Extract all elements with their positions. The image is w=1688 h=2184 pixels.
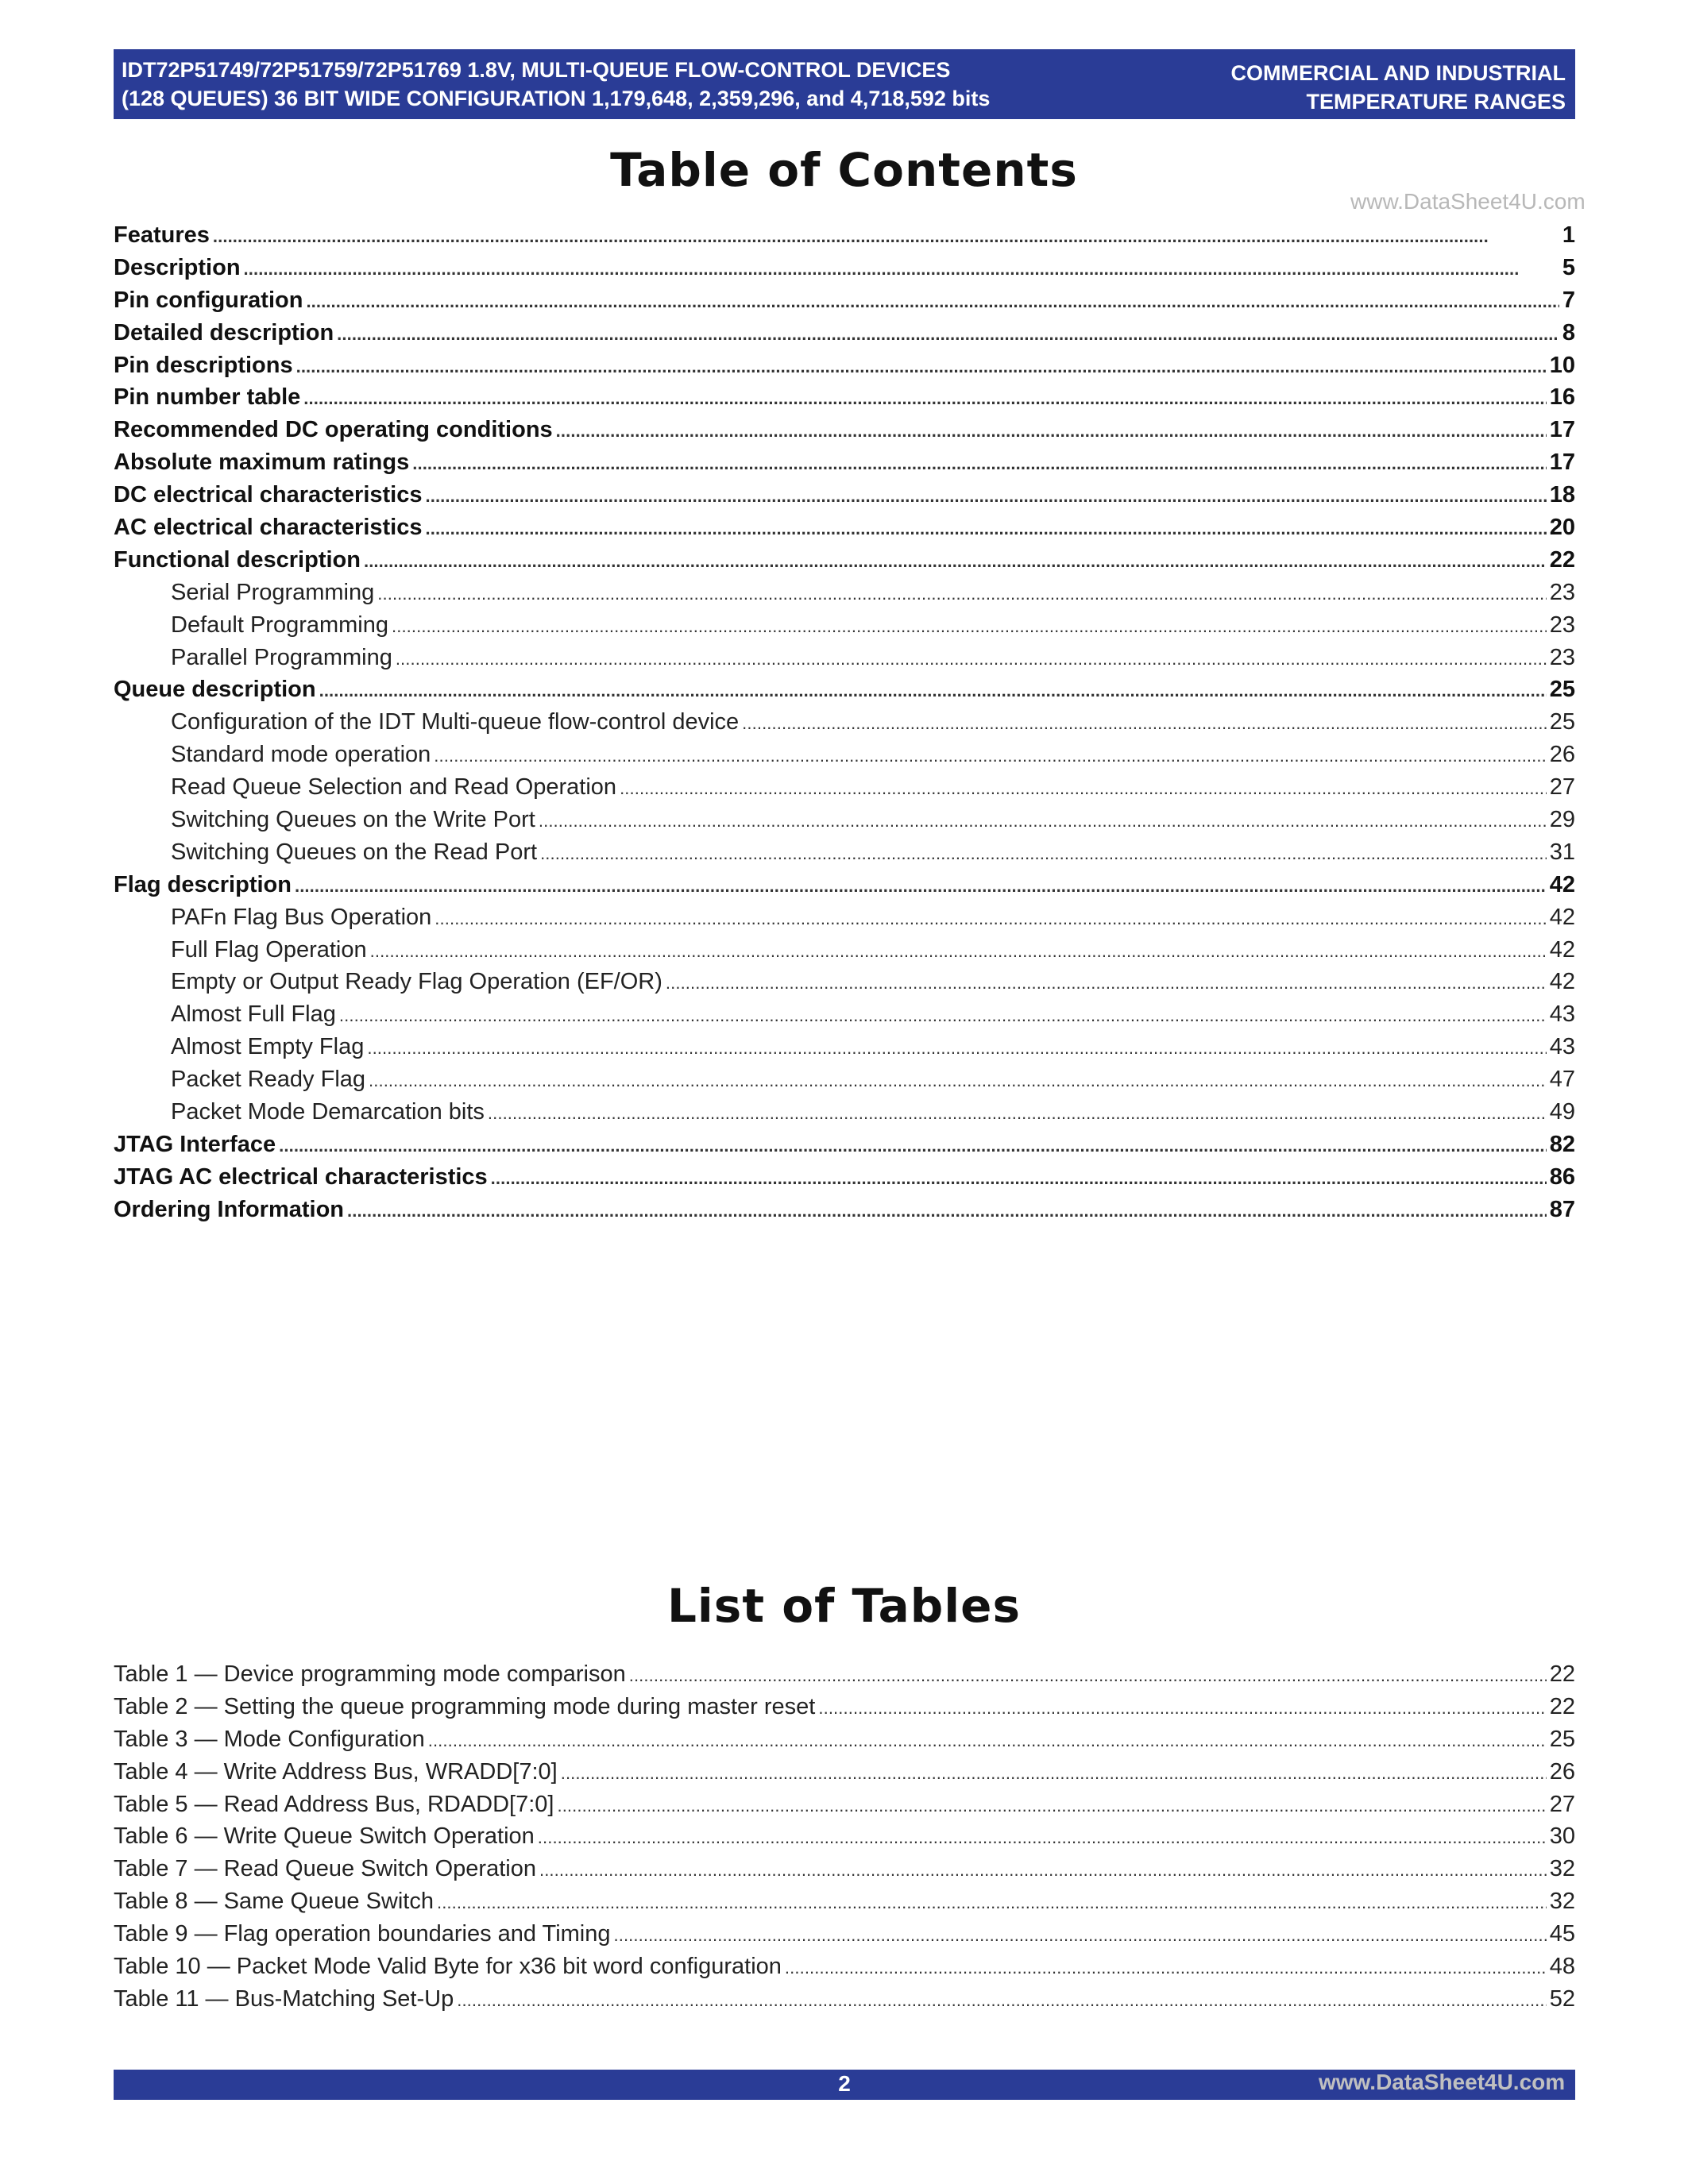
toc-entry[interactable] — [114, 287, 1575, 320]
entry-page-number: 27 — [1549, 774, 1575, 801]
entry-label: Queue description — [114, 677, 316, 703]
toc-entry[interactable] — [114, 450, 1575, 482]
entry-page-number: 26 — [1549, 1758, 1575, 1785]
entry-page-number: 29 — [1549, 807, 1575, 833]
entry-page-number: 27 — [1549, 1791, 1575, 1817]
entry-label: Switching Queues on the Write Port — [171, 807, 535, 833]
toc-entry[interactable] — [114, 1164, 1575, 1197]
toc-list — [114, 222, 1575, 1229]
table-entry[interactable] — [114, 1986, 1575, 2019]
dot-leader — [369, 1067, 1547, 1093]
header-bar — [114, 49, 1575, 119]
entry-page-number: 22 — [1549, 1661, 1575, 1687]
dot-leader — [377, 580, 1546, 606]
entry-label: Read Queue Selection and Read Operation — [171, 774, 617, 801]
table-entry[interactable] — [114, 1759, 1575, 1792]
entry-page-number: 10 — [1549, 352, 1575, 378]
table-entry[interactable] — [114, 1954, 1575, 1986]
entry-label: JTAG Interface — [114, 1131, 276, 1157]
entry-label: Full Flag Operation — [171, 936, 367, 963]
page-number: 2 — [838, 2071, 851, 2096]
toc-entry[interactable] — [114, 320, 1575, 353]
toc-subentry[interactable] — [114, 969, 1575, 1001]
dot-leader — [367, 1034, 1546, 1060]
entry-label: Standard mode operation — [171, 742, 431, 768]
entry-label: Table 9 — Flag operation boundaries and Timing — [114, 1921, 611, 1947]
entry-label: DC electrical characteristics — [114, 482, 423, 508]
toc-entry[interactable] — [114, 677, 1575, 709]
entry-page-number: 17 — [1549, 417, 1575, 443]
entry-page-number: 86 — [1549, 1163, 1575, 1190]
entry-page-number: 52 — [1549, 1985, 1575, 2012]
dot-leader — [347, 1197, 1547, 1223]
entry-page-number: 48 — [1549, 1954, 1575, 1980]
toc-subentry[interactable] — [114, 1067, 1575, 1099]
dot-leader — [370, 937, 1547, 963]
dot-leader — [556, 417, 1547, 443]
entry-page-number: 82 — [1549, 1131, 1575, 1157]
dot-leader — [213, 222, 1559, 249]
toc-entry[interactable] — [114, 255, 1575, 287]
dot-leader — [396, 645, 1547, 671]
entry-label: Table 11 — Bus-Matching Set-Up — [114, 1985, 454, 2012]
entry-page-number: 5 — [1562, 254, 1575, 280]
toc-entry[interactable] — [114, 1132, 1575, 1164]
dot-leader — [742, 709, 1547, 735]
entry-label: Absolute maximum ratings — [114, 450, 410, 476]
dot-leader — [244, 255, 1559, 281]
entry-label: Table 10 — Packet Mode Valid Byte for x36 bit word configuration — [114, 1954, 782, 1980]
entry-label: Almost Empty Flag — [171, 1034, 365, 1060]
entry-page-number: 32 — [1549, 1856, 1575, 1882]
entry-label: Pin configuration — [114, 287, 303, 313]
entry-label: Switching Queues on the Read Port — [171, 839, 538, 865]
dot-leader — [561, 1759, 1547, 1785]
dot-leader — [539, 807, 1547, 833]
entry-label: PAFn Flag Bus Operation — [171, 904, 432, 930]
entry-page-number: 25 — [1549, 1726, 1575, 1752]
table-entry[interactable] — [114, 1856, 1575, 1889]
header-device-title — [122, 56, 990, 113]
toc-entry[interactable] — [114, 353, 1575, 385]
entry-label: Table 8 — Same Queue Switch — [114, 1889, 434, 1915]
dot-leader — [457, 1986, 1547, 2012]
dot-leader — [785, 1954, 1547, 1980]
entry-page-number: 17 — [1549, 450, 1575, 476]
toc-subentry[interactable] — [114, 742, 1575, 774]
entry-label: Recommended DC operating conditions — [114, 417, 553, 443]
dot-leader — [491, 1164, 1547, 1190]
entry-page-number: 25 — [1549, 709, 1575, 735]
dot-leader — [428, 1727, 1547, 1753]
entry-page-number: 23 — [1549, 644, 1575, 670]
header-range-line-2: TEMPERATURE RANGES — [1306, 90, 1566, 114]
toc-subentry[interactable] — [114, 580, 1575, 612]
dot-leader — [434, 742, 1546, 768]
entry-page-number: 32 — [1549, 1889, 1575, 1915]
entry-label: Functional description — [114, 546, 361, 573]
dot-leader — [319, 677, 1547, 703]
header-line-2: (128 QUEUES) 36 BIT WIDE CONFIGURATION 1,179,648, 2,359,296, and 4,718,592 bits — [122, 87, 991, 110]
toc-subentry[interactable] — [114, 709, 1575, 742]
toc-subentry[interactable] — [114, 807, 1575, 839]
entry-page-number: 16 — [1549, 384, 1575, 411]
entry-label: Table 5 — Read Address Bus, RDADD[7:0] — [114, 1791, 554, 1817]
entry-page-number: 87 — [1549, 1196, 1575, 1222]
dot-leader — [296, 353, 1547, 379]
toc-subentry[interactable] — [114, 1034, 1575, 1067]
tables-heading: List of Tables — [666, 1579, 1022, 1633]
entry-page-number: 42 — [1549, 871, 1575, 897]
dot-leader — [437, 1889, 1547, 1915]
toc-subentry[interactable] — [114, 645, 1575, 677]
dot-leader — [666, 969, 1547, 995]
entry-label: Almost Full Flag — [171, 1001, 336, 1028]
dot-leader — [540, 839, 1547, 866]
toc-subentry[interactable] — [114, 612, 1575, 645]
dot-leader — [539, 1856, 1547, 1882]
table-entry[interactable] — [114, 1694, 1575, 1727]
toc-entry[interactable] — [114, 384, 1575, 417]
table-entry[interactable] — [114, 1921, 1575, 1954]
dot-leader — [364, 547, 1547, 573]
toc-subentry[interactable] — [114, 774, 1575, 807]
dot-leader — [620, 774, 1547, 801]
entry-label: Table 4 — Write Address Bus, WRADD[7:0] — [114, 1758, 558, 1785]
header-temperature-range — [1231, 59, 1566, 116]
entry-label: Default Programming — [171, 612, 388, 638]
table-entry[interactable] — [114, 1889, 1575, 1921]
entry-page-number: 7 — [1562, 287, 1575, 313]
dot-leader — [818, 1694, 1546, 1720]
dot-leader — [306, 287, 1559, 314]
table-entry[interactable] — [114, 1823, 1575, 1856]
entry-label: Table 7 — Read Queue Switch Operation — [114, 1856, 536, 1882]
entry-label: Table 6 — Write Queue Switch Operation — [114, 1823, 535, 1850]
entry-label: Flag description — [114, 871, 292, 897]
entry-page-number: 31 — [1549, 839, 1575, 865]
entry-page-number: 43 — [1549, 1034, 1575, 1060]
entry-label: Serial Programming — [171, 579, 375, 605]
dot-leader — [557, 1792, 1546, 1818]
header-line-1: IDT72P51749/72P51759/72P51769 1.8V, MULTI-QUEUE FLOW-CONTROL DEVICES — [122, 58, 951, 82]
entry-page-number: 42 — [1549, 969, 1575, 995]
table-entry[interactable] — [114, 1661, 1575, 1694]
entry-label: Packet Ready Flag — [171, 1067, 366, 1093]
entry-label: Description — [114, 254, 241, 280]
entry-label: AC electrical characteristics — [114, 515, 423, 541]
header-range-line-1: COMMERCIAL AND INDUSTRIAL — [1230, 61, 1566, 85]
toc-subentry[interactable] — [114, 839, 1575, 872]
dot-leader — [392, 612, 1547, 639]
entry-label: Features — [114, 222, 210, 248]
toc-heading: Table of Contents — [610, 143, 1078, 197]
toc-subentry[interactable] — [114, 905, 1575, 937]
entry-label: Ordering Information — [114, 1196, 344, 1222]
dot-leader — [295, 872, 1547, 898]
entry-label: Table 2 — Setting the queue programming mode during master reset — [114, 1693, 816, 1719]
dot-leader — [488, 1099, 1547, 1125]
watermark-bottom: www.DataSheet4U.com — [1319, 2070, 1566, 2094]
entry-label: Table 1 — Device programming mode comparison — [114, 1661, 626, 1687]
entry-page-number: 20 — [1549, 515, 1575, 541]
dot-leader — [337, 320, 1559, 346]
toc-entry[interactable] — [114, 515, 1575, 547]
dot-leader — [629, 1661, 1547, 1688]
watermark-top: www.DataSheet4U.com — [1350, 189, 1586, 214]
entry-label: Pin number table — [114, 384, 301, 411]
entry-label: JTAG AC electrical characteristics — [114, 1163, 488, 1190]
dot-leader — [426, 482, 1547, 508]
entry-label: Detailed description — [114, 319, 334, 345]
entry-page-number: 30 — [1549, 1823, 1575, 1850]
entry-page-number: 18 — [1549, 482, 1575, 508]
entry-page-number: 23 — [1549, 612, 1575, 638]
table-entry[interactable] — [114, 1792, 1575, 1824]
entry-page-number: 8 — [1562, 319, 1575, 345]
entry-label: Parallel Programming — [171, 644, 392, 670]
entry-label: Packet Mode Demarcation bits — [171, 1099, 485, 1125]
entry-page-number: 42 — [1549, 904, 1575, 930]
dot-leader — [538, 1823, 1547, 1850]
entry-page-number: 26 — [1549, 742, 1575, 768]
dot-leader — [412, 450, 1546, 476]
toc-entry[interactable] — [114, 872, 1575, 905]
entry-page-number: 45 — [1549, 1921, 1575, 1947]
entry-label: Pin descriptions — [114, 352, 293, 378]
entry-page-number: 25 — [1549, 677, 1575, 703]
toc-entry[interactable] — [114, 417, 1575, 450]
entry-page-number: 43 — [1549, 1001, 1575, 1028]
entry-page-number: 22 — [1549, 1693, 1575, 1719]
toc-entry[interactable] — [114, 1197, 1575, 1229]
toc-entry[interactable] — [114, 547, 1575, 580]
toc-entry[interactable] — [114, 482, 1575, 515]
entry-page-number: 1 — [1562, 222, 1575, 248]
entry-label: Empty or Output Ready Flag Operation (EF/OR) — [171, 969, 662, 995]
entry-page-number: 23 — [1549, 579, 1575, 605]
toc-subentry[interactable] — [114, 1001, 1575, 1034]
dot-leader — [426, 515, 1547, 541]
entry-page-number: 42 — [1549, 936, 1575, 963]
entry-page-number: 49 — [1549, 1099, 1575, 1125]
entry-label: Table 3 — Mode Configuration — [114, 1726, 425, 1752]
entry-page-number: 47 — [1549, 1067, 1575, 1093]
table-entry[interactable] — [114, 1727, 1575, 1759]
dot-leader — [435, 905, 1546, 931]
dot-leader — [339, 1001, 1547, 1028]
toc-entry[interactable] — [114, 222, 1575, 255]
entry-page-number: 22 — [1549, 546, 1575, 573]
tables-list — [114, 1661, 1575, 2019]
dot-leader — [279, 1132, 1547, 1158]
toc-subentry[interactable] — [114, 1099, 1575, 1132]
dot-leader — [614, 1921, 1547, 1947]
entry-label: Configuration of the IDT Multi-queue flow-control device — [171, 709, 740, 735]
dot-leader — [303, 384, 1546, 411]
toc-subentry[interactable] — [114, 937, 1575, 970]
